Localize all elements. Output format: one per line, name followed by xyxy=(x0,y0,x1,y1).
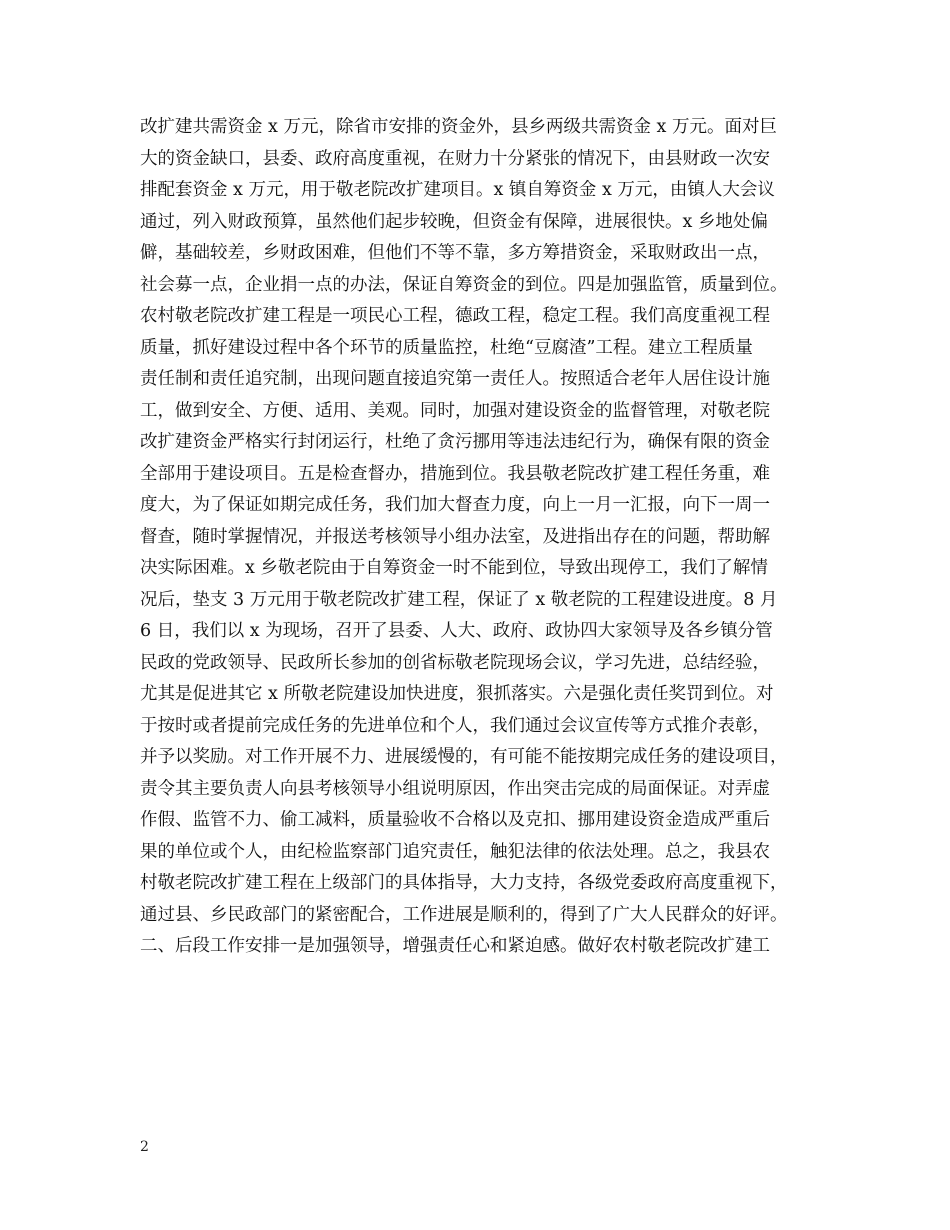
text-line: 僻，基础较差，乡财政困难，但他们不等不靠，多方筹措资金，采取财政出一点， xyxy=(140,243,770,263)
text-line: 作假、监管不力、偷工减料，质量验收不合格以及克扣、挪用建设资金造成严重后 xyxy=(140,810,770,830)
text-line: 督查，随时掌握情况，并报送考核领导小组办法室，及进指出存在的问题，帮助解 xyxy=(140,526,770,547)
text-line: 于按时或者提前完成任务的先进单位和个人，我们通过会议宣传等方式推介表彰， xyxy=(140,715,770,736)
text-line: 决实际困难。x 乡敬老院由于自筹资金一时不能到位，导致出现停工，我们了解情 xyxy=(140,558,768,578)
page-number: 2 xyxy=(140,1139,149,1155)
text-line: 果的单位或个人，由纪检监察部门追究责任，触犯法律的依法处理。总之，我县农 xyxy=(140,841,770,862)
text-line: 通过县、乡民政部门的紧密配合，工作进展是顺利的，得到了广大人民群众的好评。 xyxy=(140,904,788,925)
text-line: 民政的党政领导、民政所长参加的创省标敬老院现场会议，学习先进，总结经验， xyxy=(140,652,770,673)
text-line: 改扩建资金严格实行封闭运行，杜绝了贪污挪用等违法违纪行为，确保有限的资金 xyxy=(140,432,770,452)
text-line: 排配套资金 x 万元，用于敬老院改扩建项目。x 镇自筹资金 x 万元，由镇人大会议 xyxy=(140,180,775,200)
text-line: 尤其是促进其它 x 所敬老院建设加快进度，狠抓落实。六是强化责任奖罚到位。对 xyxy=(140,684,774,704)
text-line: 工，做到安全、方便、适用、美观。同时，加强对建设资金的监督管理，对敬老院 xyxy=(140,400,770,421)
text-line: 农村敬老院改扩建工程是一项民心工程，德政工程，稳定工程。我们高度重视工程 xyxy=(140,306,770,326)
text-line: 全部用于建设项目。五是检查督办，措施到位。我县敬老院改扩建工程任务重，难 xyxy=(140,463,770,484)
text-line: 村敬老院改扩建工程在上级部门的具体指导，大力支持，各级党委政府高度重视下， xyxy=(140,873,788,893)
text-line: 况后，垫支 3 万元用于敬老院改扩建工程，保证了 x 敬老院的工程建设进度。8 月 xyxy=(140,589,778,610)
text-line: 并予以奖励。对工作开展不力、进展缓慢的，有可能不能按期完成任务的建设项目， xyxy=(140,747,788,767)
text-line: 通过，列入财政预算，虽然他们起步较晚，但资金有保障，进展很快。x 乡地处偏 xyxy=(140,211,768,232)
text-line: 大的资金缺口，县委、政府高度重视，在财力十分紧张的情况下，由县财政一次安 xyxy=(140,148,770,169)
text-line: 责任制和责任追究制，出现问题直接追究第一责任人。按照适合老年人居住设计施 xyxy=(140,369,770,389)
text-line: 6 日，我们以 x 为现场，召开了县委、人大、政府、政协四大家领导及各乡镇分管 xyxy=(140,621,773,641)
document-body-text xyxy=(140,112,830,963)
text-line: 质量，抓好建设过程中各个环节的质量监控，杜绝“豆腐渣”工程。建立工程质量 xyxy=(140,337,753,358)
text-line: 二、后段工作安排一是加强领导，增强责任心和紧迫感。做好农村敬老院改扩建工 xyxy=(140,936,770,956)
text-line: 改扩建共需资金 x 万元，除省市安排的资金外，县乡两级共需资金 x 万元。面对巨 xyxy=(140,117,777,137)
text-line: 责令其主要负责人向县考核领导小组说明原因，作出突击完成的局面保证。对弄虚 xyxy=(140,778,770,799)
text-line: 社会募一点，企业捐一点的办法，保证自筹资金的到位。四是加强监管，质量到位。 xyxy=(140,274,788,295)
text-line: 度大，为了保证如期完成任务，我们加大督查力度，向上一月一汇报，向下一周一 xyxy=(140,495,770,515)
